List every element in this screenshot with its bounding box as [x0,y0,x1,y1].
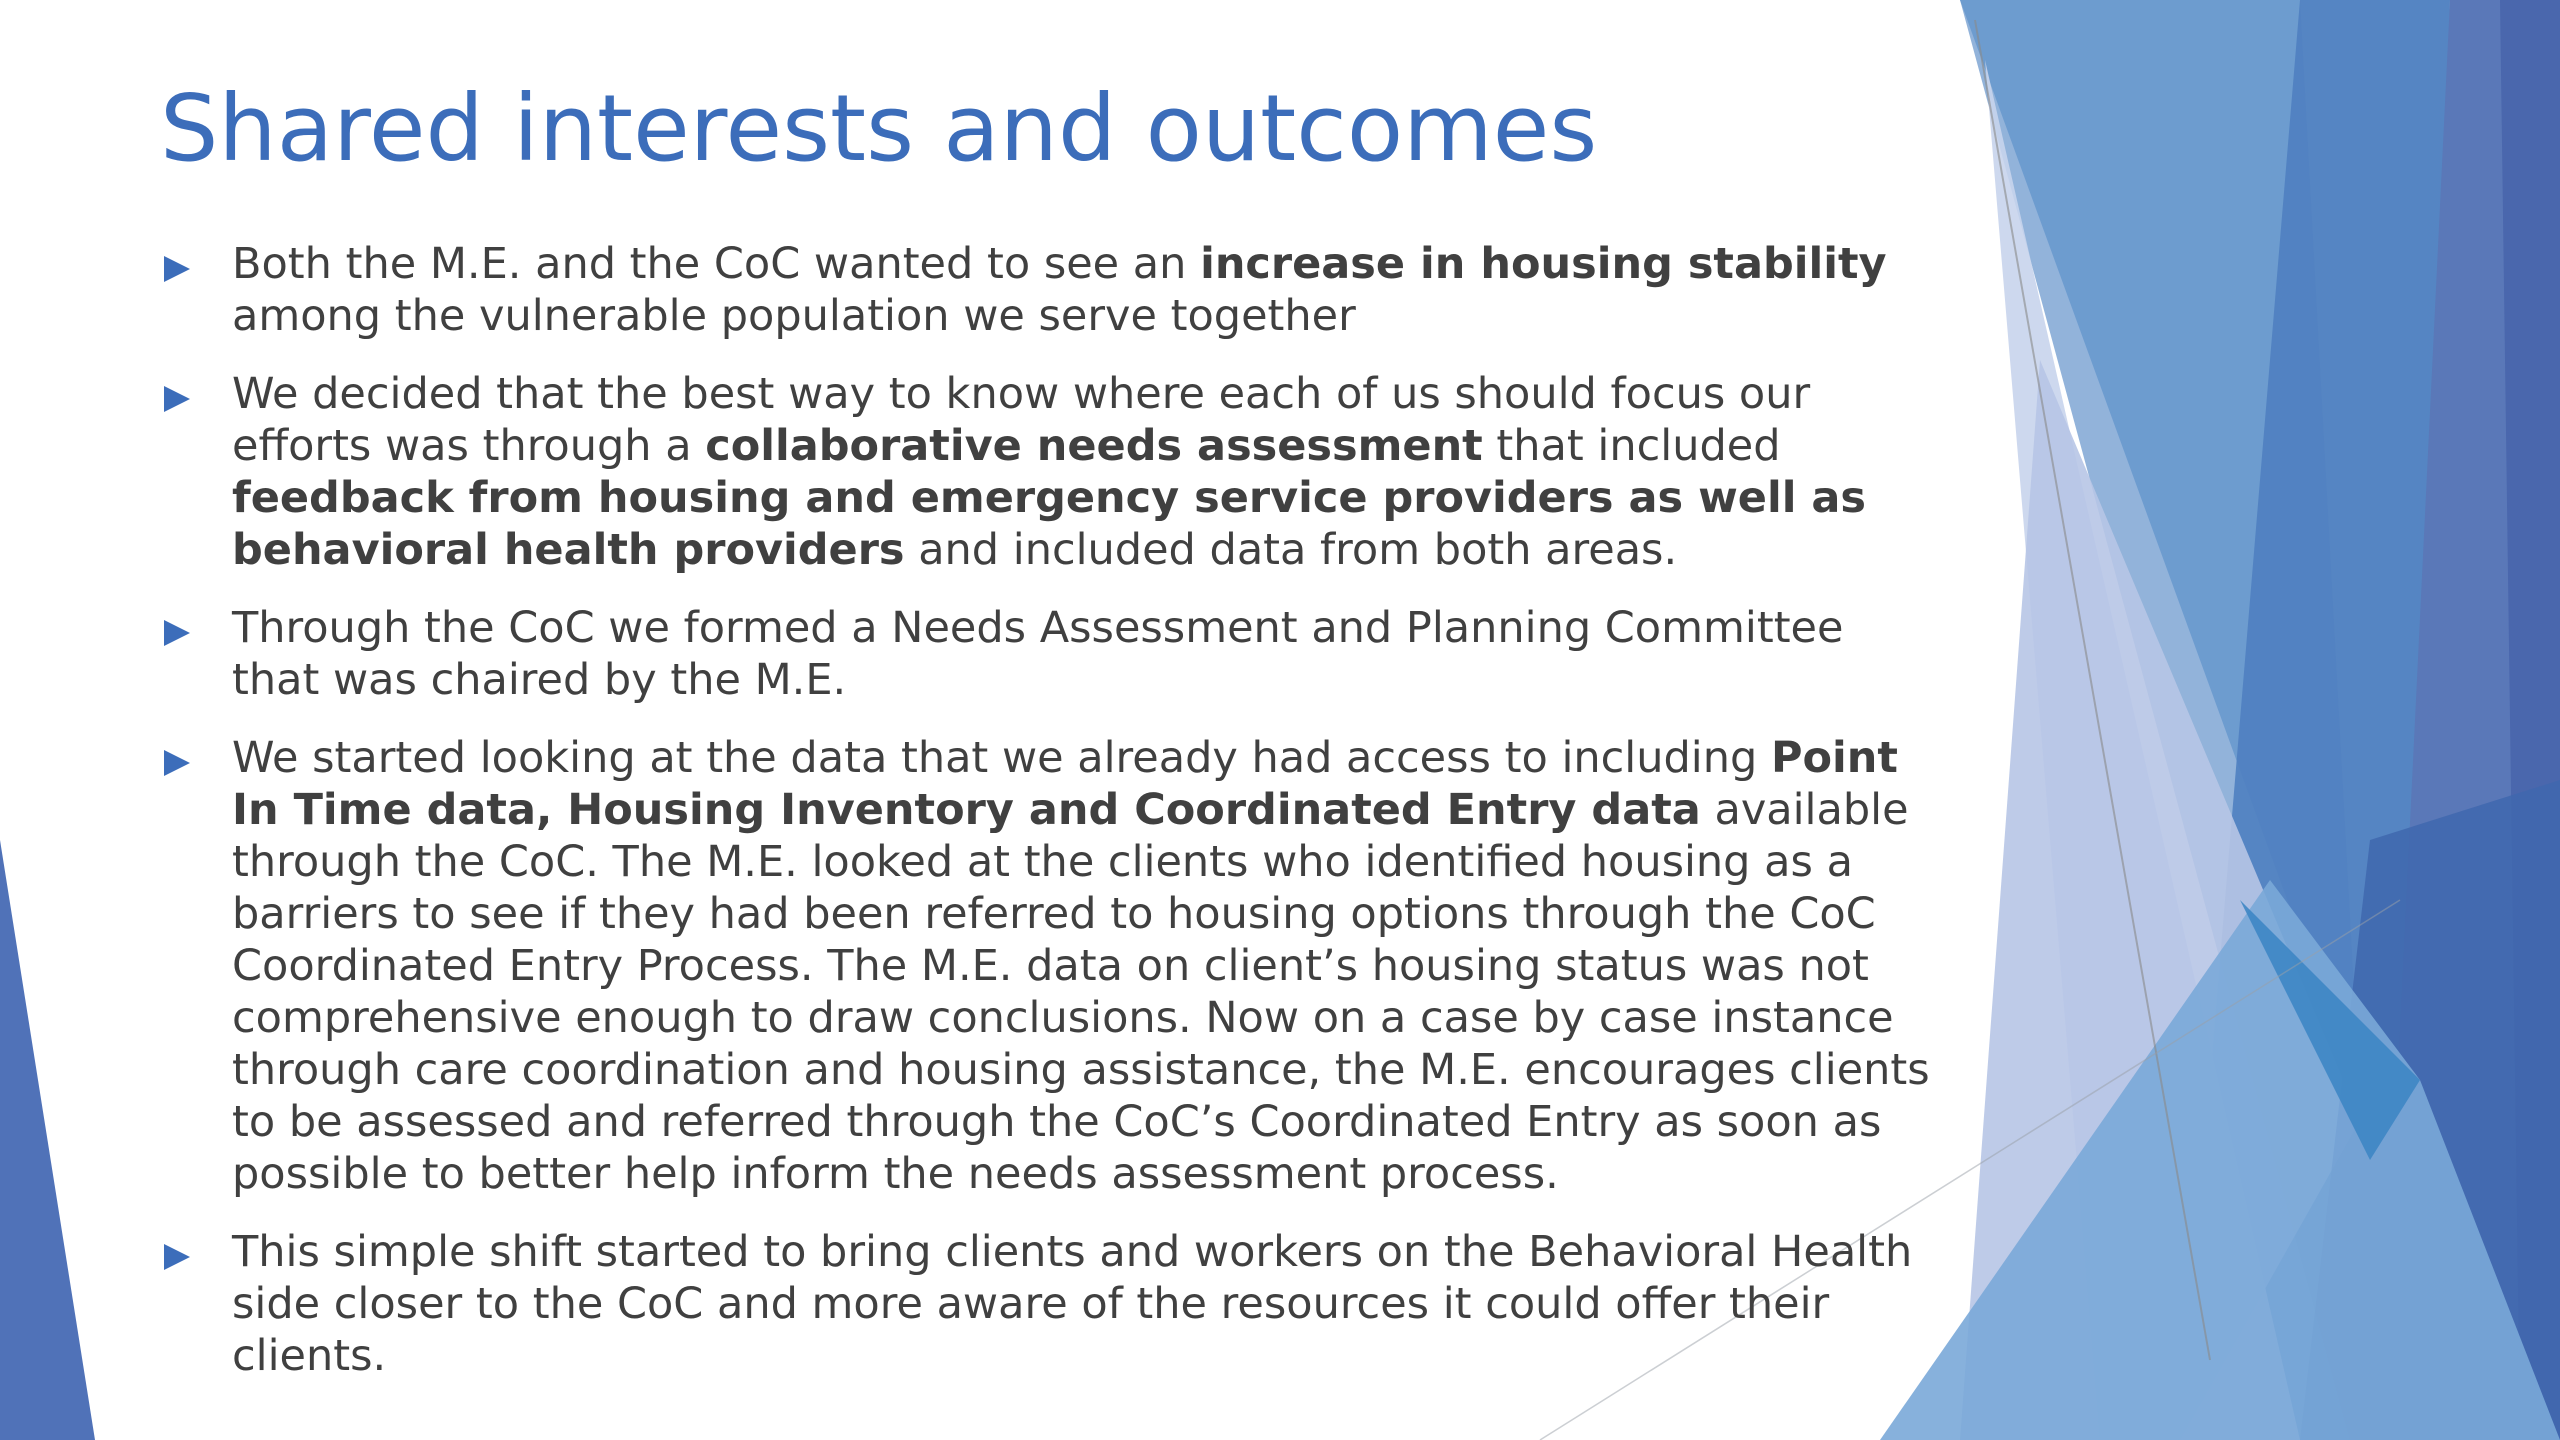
bullet-item [160,732,1935,1200]
bullet-text: Both the M.E. and the CoC wanted to see an increase in housing stability among the vulnerable population we serve together [232,239,1887,341]
facet-shape [0,840,95,1440]
triangle-right-icon [160,732,232,784]
triangle-right-icon [160,602,232,654]
bullet-item [160,238,1935,342]
bullet-list [160,238,1935,1408]
bullet-item [160,602,1935,706]
bullet-text: We started looking at the data that we already had access to including Point In Time data, Housing Inventory and Coordinated Entry data available through the CoC. The M.E. looked at the clients who identified housing as a barriers to see if they had been referred to housing options through the CoC Coordinated Entry Process. The M.E. data on client’s housing status was not comprehensive enough to draw conclusions. Now on a case by case instance through care coordination and housing assistance, the M.E. encourages clients to be assessed and referred through the CoC’s Coordinated Entry as soon as possible to better help inform the needs assessment process. [232,733,1930,1199]
triangle-right-icon [160,238,232,290]
bullet-text: We decided that the best way to know where each of us should focus our efforts was through a collaborative needs assessment that included feedback from housing and emergency service providers as well as behavioral health providers and included data from both areas. [232,369,1867,575]
bullet-item [160,1226,1935,1382]
bullet-item [160,368,1935,576]
bullet-text: Through the CoC we formed a Needs Assessment and Planning Committee that was chaired by the M.E. [232,603,1844,705]
bullet-text: This simple shift started to bring clients and workers on the Behavioral Health side closer to the CoC and more aware of the resources it could offer their clients. [232,1227,1913,1381]
triangle-right-icon [160,368,232,420]
slide-title: Shared interests and outcomes [160,75,1598,182]
triangle-right-icon [160,1226,232,1278]
